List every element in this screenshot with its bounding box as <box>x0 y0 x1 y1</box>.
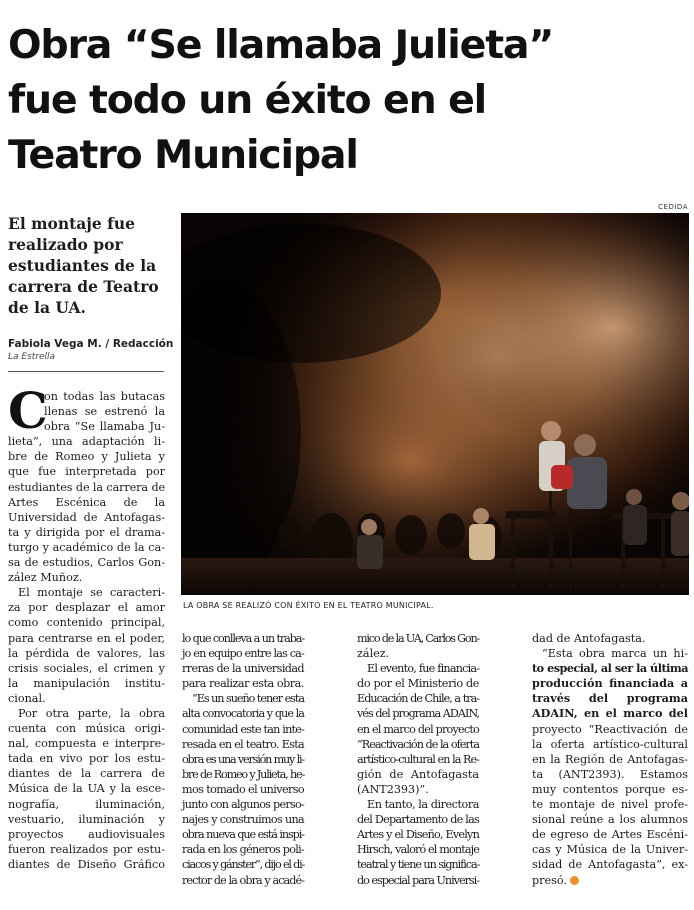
text-line: rreras de la universidad <box>182 662 304 676</box>
text-line: obra nueva que está inspi- <box>182 828 304 842</box>
byline-source: La Estrella <box>8 352 56 362</box>
text-line: en el marco del proyecto <box>357 722 479 736</box>
text-line: mico de la UA, Carlos Gon- <box>357 632 480 645</box>
end-of-article-icon <box>570 876 579 885</box>
deck-line: de la UA. <box>8 298 86 317</box>
headline-line: fue todo un éxito en el <box>8 77 486 123</box>
text-line: “Es un sueño tener esta <box>192 692 304 706</box>
text-line: vés del programa ADAIN, <box>357 707 480 721</box>
stage-photo-illustration <box>181 213 689 595</box>
text-line-final-text: presó. <box>532 873 567 887</box>
text-line: sional reúne a los alumnos <box>532 813 688 827</box>
text-line: proyectos audiovisuales <box>8 827 165 841</box>
text-line: obra “Se llamaba Ju- <box>44 420 165 434</box>
text-line: za por desplazar el amor <box>8 601 165 615</box>
article-column-3 <box>357 631 479 888</box>
text-line: del Departamento de las <box>357 813 479 827</box>
text-line: bre de Romeo y Julieta y <box>8 450 165 464</box>
text-line: zález Muñoz. <box>8 571 83 585</box>
text-line: teatral y tiene un significa- <box>357 858 480 872</box>
photo-credit: CEDIDA <box>658 203 688 211</box>
text-line: Artes Escénica de la <box>8 495 165 509</box>
text-line: Hirsch, valoró el montaje <box>357 843 480 857</box>
text-line: la manipulación institu- <box>8 676 165 690</box>
text-line: para realizar esta obra. <box>182 677 304 691</box>
text-line: (ANT2393)”. <box>357 782 429 796</box>
text-line: cuenta con música origi- <box>8 722 165 736</box>
byline-divider <box>8 371 164 372</box>
text-line: El evento, fue financia- <box>367 662 480 676</box>
text-line: nografía, iluminación, <box>8 797 165 811</box>
text-line: la oferta artístico-cultural <box>532 737 688 751</box>
article-headline <box>8 18 688 183</box>
byline-author: Fabiola Vega M. / Redacción <box>8 338 174 350</box>
text-line: como contenido principal, <box>8 616 165 630</box>
text-line: vestuario, iluminación y <box>8 812 165 826</box>
text-line: tada en vivo por los estu- <box>8 752 165 766</box>
text-line: muy contentos porque es- <box>532 782 688 796</box>
text-line: “Esta obra marca un hi- <box>542 647 688 661</box>
deck-line: estudiantes de la <box>8 256 157 275</box>
headline-line: Obra “Se llamaba Julieta” <box>8 22 554 68</box>
text-line: En tanto, la directora <box>367 798 479 812</box>
text-line: artístico-cultural en la Re- <box>357 752 480 766</box>
text-line: Educación de Chile, a tra- <box>357 692 480 706</box>
text-line: do por el Ministerio de <box>357 677 480 691</box>
text-line: obra es una versión muy li- <box>182 752 304 766</box>
text-line: lieta”, una adaptación li- <box>8 435 165 449</box>
text-line: bre de Romeo y Julieta, he- <box>182 767 305 781</box>
photo-caption: LA OBRA SE REALIZÓ CON ÉXITO EN EL TEATRO MUNICIPAL. <box>183 601 434 610</box>
text-line: turgo y académico de la ca- <box>8 540 165 554</box>
text-line: de egreso de Artes Escéni- <box>532 828 688 842</box>
text-line: cas y Música de la Univer- <box>532 843 688 857</box>
text-line: rada en los géneros poli- <box>182 843 304 857</box>
text-line: najes y construimos una <box>182 813 305 827</box>
text-line: proyecto “Reactivación de <box>532 722 688 736</box>
text-line: zález. <box>357 647 390 661</box>
article-column-2 <box>182 631 304 888</box>
text-line: ciacos y gánster”, dijo el di- <box>182 858 305 872</box>
text-line: comunidad este tan inte- <box>182 722 305 736</box>
text-line: El montaje se caracteri- <box>18 586 165 600</box>
text-line: llenas se estrenó la <box>44 405 165 419</box>
text-line: ta y dirigida por el drama- <box>8 525 165 539</box>
article-column-4 <box>532 631 688 888</box>
text-line: diantes de la carrera de <box>8 767 165 781</box>
deck-line: carrera de Teatro <box>8 277 159 296</box>
text-line: lo que conlleva a un traba- <box>182 632 305 645</box>
text-line: resada en el teatro. Esta <box>182 737 305 751</box>
text-line: cional. <box>8 691 46 705</box>
text-line: “Reactivación de la oferta <box>357 737 480 751</box>
deck-line: realizado por <box>8 235 123 254</box>
text-line: nal, compuesta e interpre- <box>8 737 165 751</box>
text-line: te montaje de nivel profe- <box>532 798 688 812</box>
text-line: to especial, al ser la última <box>532 661 688 676</box>
headline-line: Teatro Municipal <box>8 132 358 178</box>
text-line: sa de estudios, Carlos Gon- <box>8 556 165 570</box>
text-line: producción financiada a <box>532 676 688 691</box>
text-line: rector de la obra y acadé- <box>182 873 305 887</box>
text-line: Por otra parte, la obra <box>18 706 165 720</box>
theatre-stage-photo <box>181 213 689 595</box>
text-line: diantes de Diseño Gráfico <box>8 857 165 871</box>
text-line: estudiantes de la carrera de <box>8 480 166 494</box>
article-deck <box>8 213 176 318</box>
drop-cap: C <box>8 381 48 440</box>
text-line: on todas las butacas <box>44 390 165 403</box>
text-line: que fue interpretada por <box>8 465 165 479</box>
text-line: mos tomado el universo <box>182 782 304 796</box>
text-line: Universidad de Antofagas- <box>8 510 165 524</box>
text-line: jo en equipo entre las ca- <box>182 647 304 661</box>
text-line: do especial para Universi- <box>357 873 479 887</box>
text-line: la pérdida de valores, las <box>8 646 165 660</box>
text-line: Artes y el Diseño, Evelyn <box>357 828 479 842</box>
text-line: para centrarse en el poder, <box>8 631 165 645</box>
text-line-final <box>532 873 688 888</box>
text-line: ta (ANT2393). Estamos <box>532 767 688 781</box>
text-line: ADAIN, en el marco del <box>532 706 688 721</box>
text-line: junto con algunos perso- <box>182 798 304 812</box>
text-line: alta convocatoria y que la <box>182 707 305 721</box>
text-line: gión de Antofagasta <box>357 767 479 781</box>
text-line: través del programa <box>532 691 688 706</box>
text-line: en la Región de Antofagas- <box>532 752 688 766</box>
text-line: dad de Antofagasta. <box>532 632 646 645</box>
text-line: fueron realizados por estu- <box>8 842 165 856</box>
text-line: Música de la UA y la esce- <box>8 782 165 796</box>
deck-line: El montaje fue <box>8 214 135 233</box>
article-column-1 <box>8 381 166 872</box>
text-line: sidad de Antofagasta”, ex- <box>532 858 688 872</box>
text-line: crisis sociales, el crimen y <box>8 661 165 675</box>
